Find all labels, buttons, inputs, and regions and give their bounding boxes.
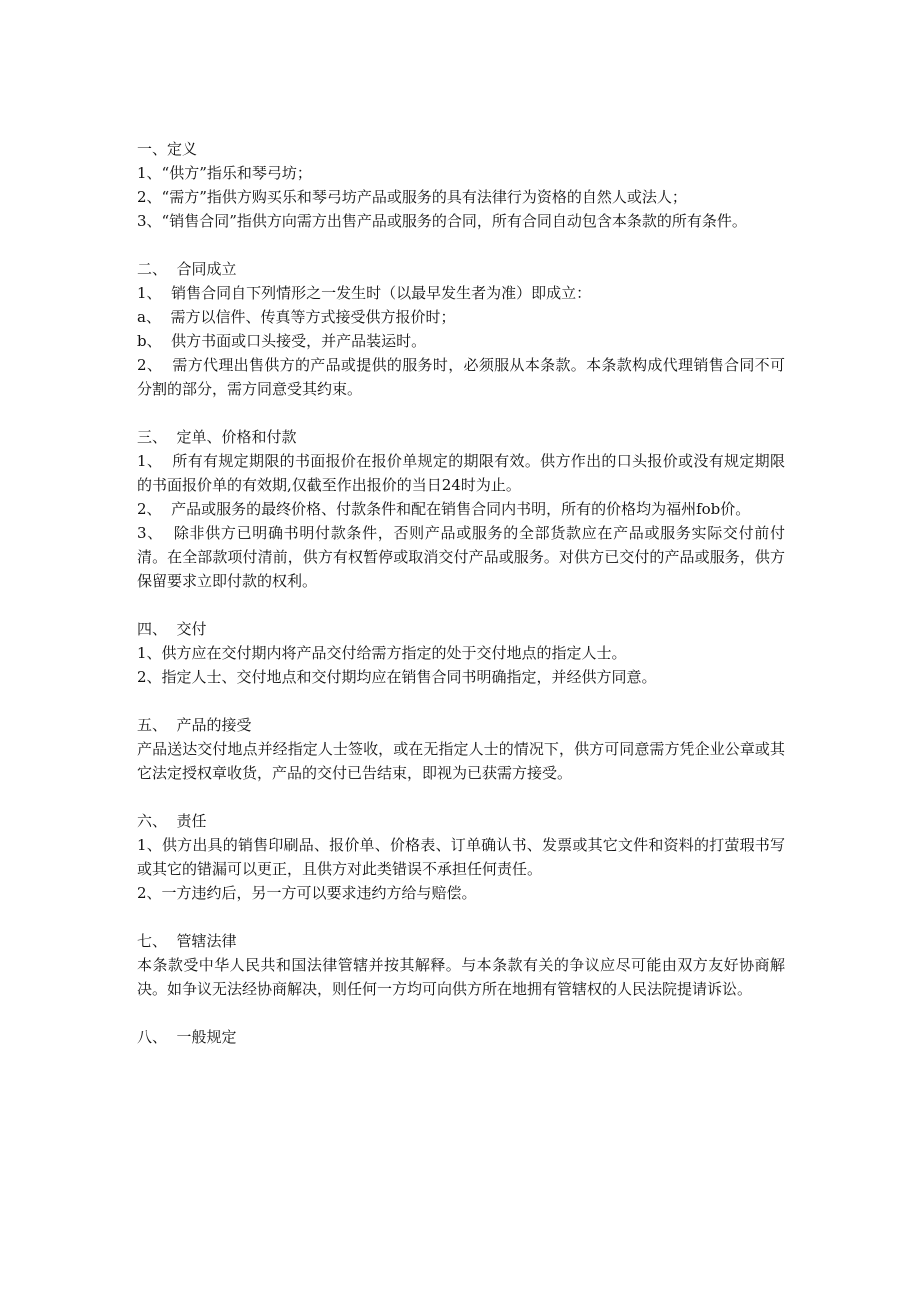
clause-paragraph: 1、供方出具的销售印刷品、报价单、价格表、订单确认书、发票或其它文件和资料的打萤瑕书写或其它的错漏可以更正，且供方对此类错误不承担任何责任。 [137,836,785,878]
clause-paragraph: 3、 除非供方已明确书明付款条件，否则产品或服务的全部货款应在产品或服务实际交付前付清。在全部款项付清前，供方有权暂停或取消交付产品或服务。对供方已交付的产品或服务，供方保留要求立即付款的权利。 [137,524,785,590]
section-delivery [137,617,785,689]
section-liability [137,809,785,905]
clause-paragraph: 1、 所有有规定期限的书面报价在报价单规定的期限有效。供方作出的口头报价或没有规定期限的书面报价单的有效期,仅截至作出报价的当日24时为止。 [137,452,785,494]
section-heading: 七、 管辖法律 [137,932,237,950]
section-heading: 八、 一般规定 [137,1028,237,1046]
clause-paragraph: 1、 销售合同自下列情形之一发生时（以最早发生者为准）即成立： [137,284,592,302]
clause-paragraph: 2、一方违约后，另一方可以要求违约方给与赔偿。 [137,884,477,902]
clause-paragraph: 1、供方应在交付期内将产品交付给需方指定的处于交付地点的指定人士。 [137,644,627,662]
clause-paragraph: 2、“需方”指供方购买乐和琴弓坊产品或服务的具有法律行为资格的自然人或法人； [137,188,687,206]
clause-paragraph: b、 供方书面或口头接受，并产品装运时。 [137,332,427,350]
section-heading: 六、 责任 [137,812,207,830]
section-heading: 四、 交付 [137,620,207,638]
section-governing-law [137,929,785,1001]
section-general-provisions [137,1025,785,1049]
section-heading: 三、 定单、价格和付款 [137,428,297,446]
clause-paragraph: a、 需方以信件、传真等方式接受供方报价时； [137,308,456,326]
clause-paragraph: 产品送达交付地点并经指定人士签收，或在无指定人士的情况下，供方可同意需方凭企业公章或其它法定授权章收货，产品的交付已告结束，即视为已获需方接受。 [137,740,785,782]
clause-paragraph: 3、“销售合同”指供方向需方出售产品或服务的合同，所有合同自动包含本条款的所有条件。 [137,212,747,230]
section-heading: 二、 合同成立 [137,260,237,278]
clause-paragraph: 本条款受中华人民共和国法律管辖并按其解释。与本条款有关的争议应尽可能由双方友好协商解决。如争议无法经协商解决，则任何一方均可向供方所在地拥有管辖权的人民法院提请诉讼。 [137,956,785,998]
clause-paragraph: 2、 需方代理出售供方的产品或提供的服务时，必须服从本条款。本条款构成代理销售合同不可分割的部分，需方同意受其约束。 [137,356,785,398]
document-body [137,137,785,1073]
section-definitions [137,137,785,233]
section-acceptance [137,713,785,785]
section-contract-formation [137,257,785,401]
clause-paragraph: 2、指定人士、交付地点和交付期均应在销售合同书明确指定，并经供方同意。 [137,668,657,686]
section-heading: 一、定义 [137,140,198,158]
section-heading: 五、 产品的接受 [137,716,252,734]
clause-paragraph: 1、“供方”指乐和琴弓坊； [137,164,312,182]
section-orders-price-payment [137,425,785,593]
clause-paragraph: 2、 产品或服务的最终价格、付款条件和配在销售合同内书明，所有的价格均为福州fob价。 [137,500,751,518]
